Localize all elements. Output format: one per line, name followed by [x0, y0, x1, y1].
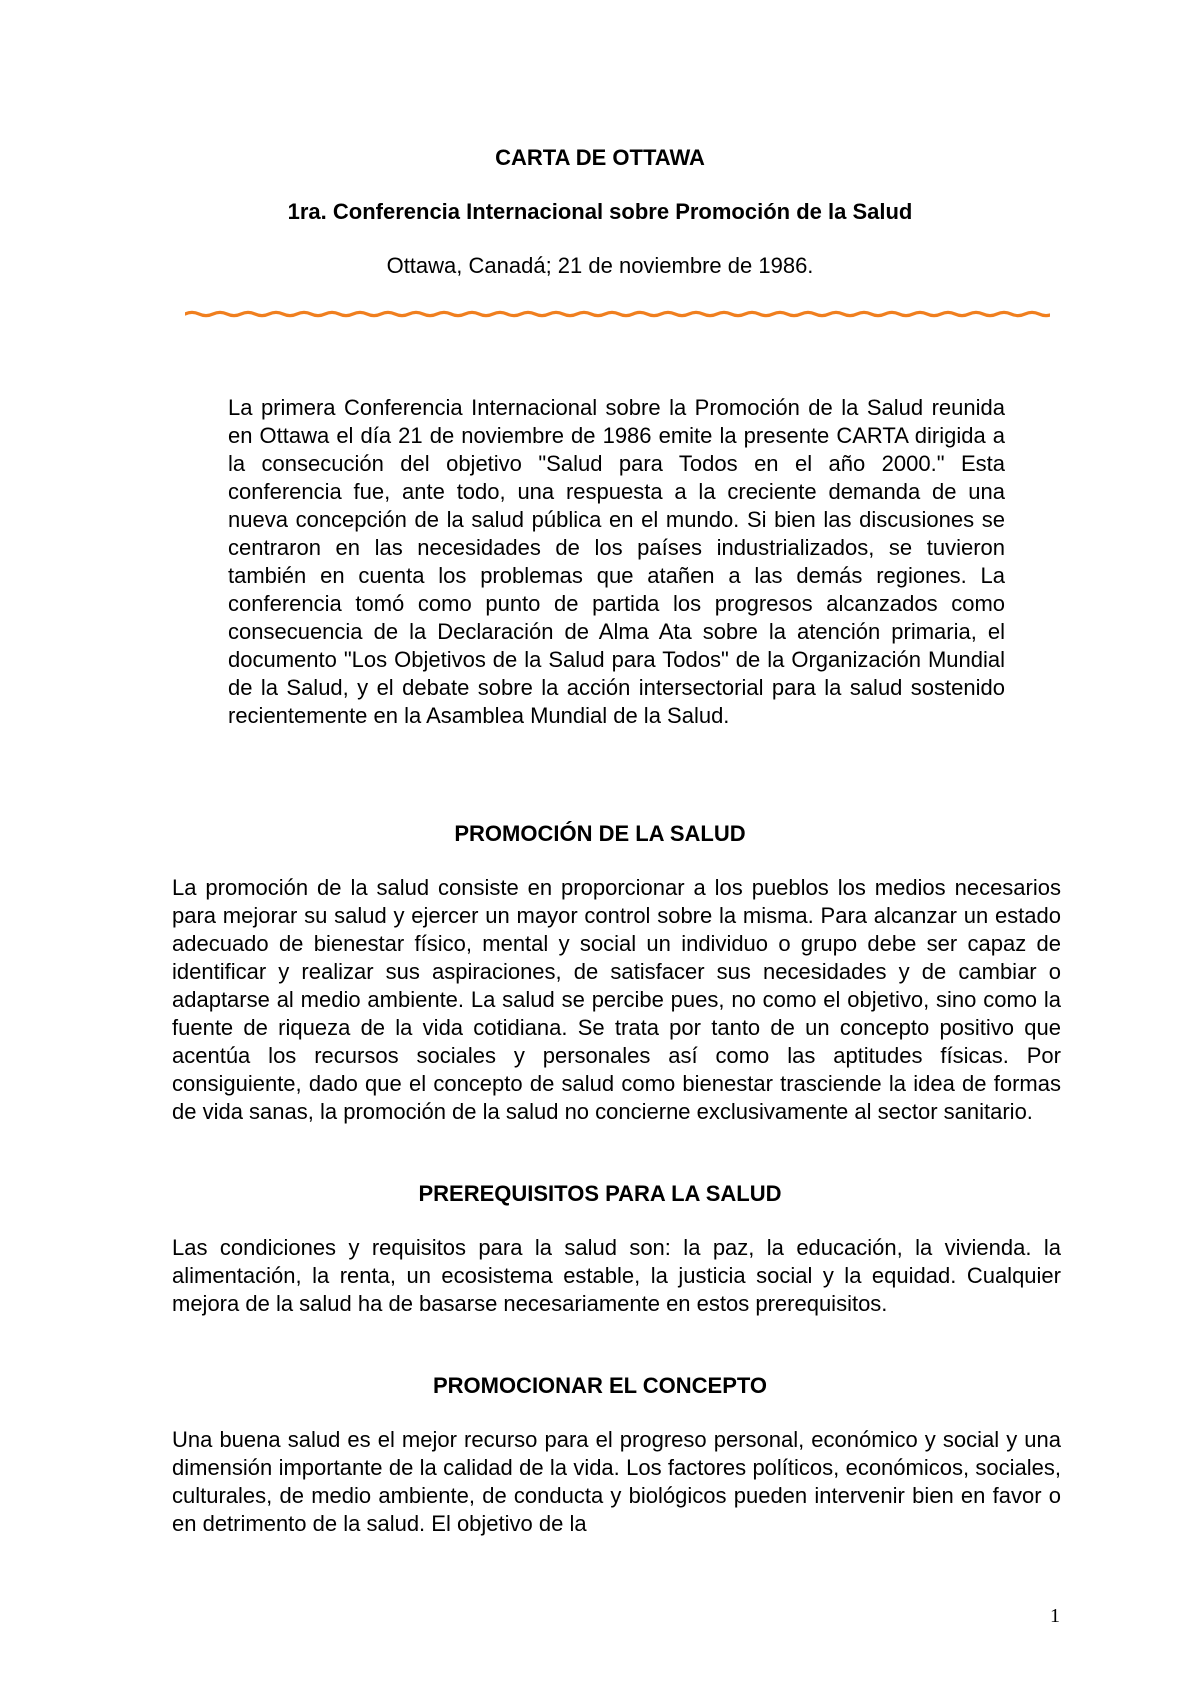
section-text-promocion: La promoción de la salud consiste en proporcionar a los pueblos los medios necesarios para mejorar su salud y ejercer un mayor control sobre la misma. Para alcanzar un estado adecuado de bienestar físico, mental y social un individuo o grupo debe ser capaz de identificar y realizar sus aspiraciones, de satisfacer sus necesidades y de cambiar o adaptarse al medio ambiente. La salud se percibe pues, no como el objetivo, sino como la fuente de riqueza de la vida cotidiana. Se trata por tanto de un concepto positivo que acentúa los recursos sociales y personales así como las aptitudes físicas. Por consiguiente, dado que el concepto de salud como bienestar trasciende la idea de formas de vida sanas, la promoción de la salud no concierne exclusivamente al sector sanitario. [172, 875, 1061, 1124]
section-text-prerequisitos: Las condiciones y requisitos para la salud son: la paz, la educación, la vivienda. la alimentación, la renta, un ecosistema estable, la justicia social y la equidad. Cualquier mejora de la salud ha de basarse necesariamente en estos prerequisitos. [172, 1235, 1061, 1316]
place-date: Ottawa, Canadá; 21 de noviembre de 1986. [386, 253, 814, 278]
section-heading-promocionar: PROMOCIONAR EL CONCEPTO [432, 1373, 768, 1398]
section-heading-prerequisitos: PREREQUISITOS PARA LA SALUD [418, 1181, 782, 1206]
document-subtitle: 1ra. Conferencia Internacional sobre Promoción de la Salud [287, 199, 913, 224]
section-text-promocionar: Una buena salud es el mejor recurso para el progreso personal, económico y social y una dimensión importante de la calidad de la vida. Los factores políticos, económicos, sociales, culturales, de medio ambiente, de conducta y biológicos pueden intervenir bien en favor o en detrimento de la salud. El objetivo de la [172, 1427, 1061, 1536]
page-number: 1 [1050, 1605, 1060, 1627]
decorative-wave-divider [185, 306, 1050, 322]
intro-paragraph: La primera Conferencia Internacional sobre la Promoción de la Salud reunida en Ottawa el día 21 de noviembre de 1986 emite la presente CARTA dirigida a la consecución del objetivo "Salud para Todos en el año 2000." Esta conferencia fue, ante todo, una respuesta a la creciente demanda de una nueva concepción de la salud pública en el mundo. Si bien las discusiones se centraron en las necesidades de los países industrializados, se tuvieron también en cuenta los problemas que atañen a las demás regiones. La conferencia tomó como punto de partida los progresos alcanzados como consecuencia de la Declaración de Alma Ata sobre la atención primaria, el documento "Los Objetivos de la Salud para Todos" de la Organización Mundial de la Salud, y el debate sobre la acción intersectorial para la salud sostenido recientemente en la Asamblea Mundial de la Salud. [228, 395, 1005, 728]
section-heading-promocion: PROMOCIÓN DE LA SALUD [454, 821, 746, 846]
document-title: CARTA DE OTTAWA [495, 145, 705, 170]
